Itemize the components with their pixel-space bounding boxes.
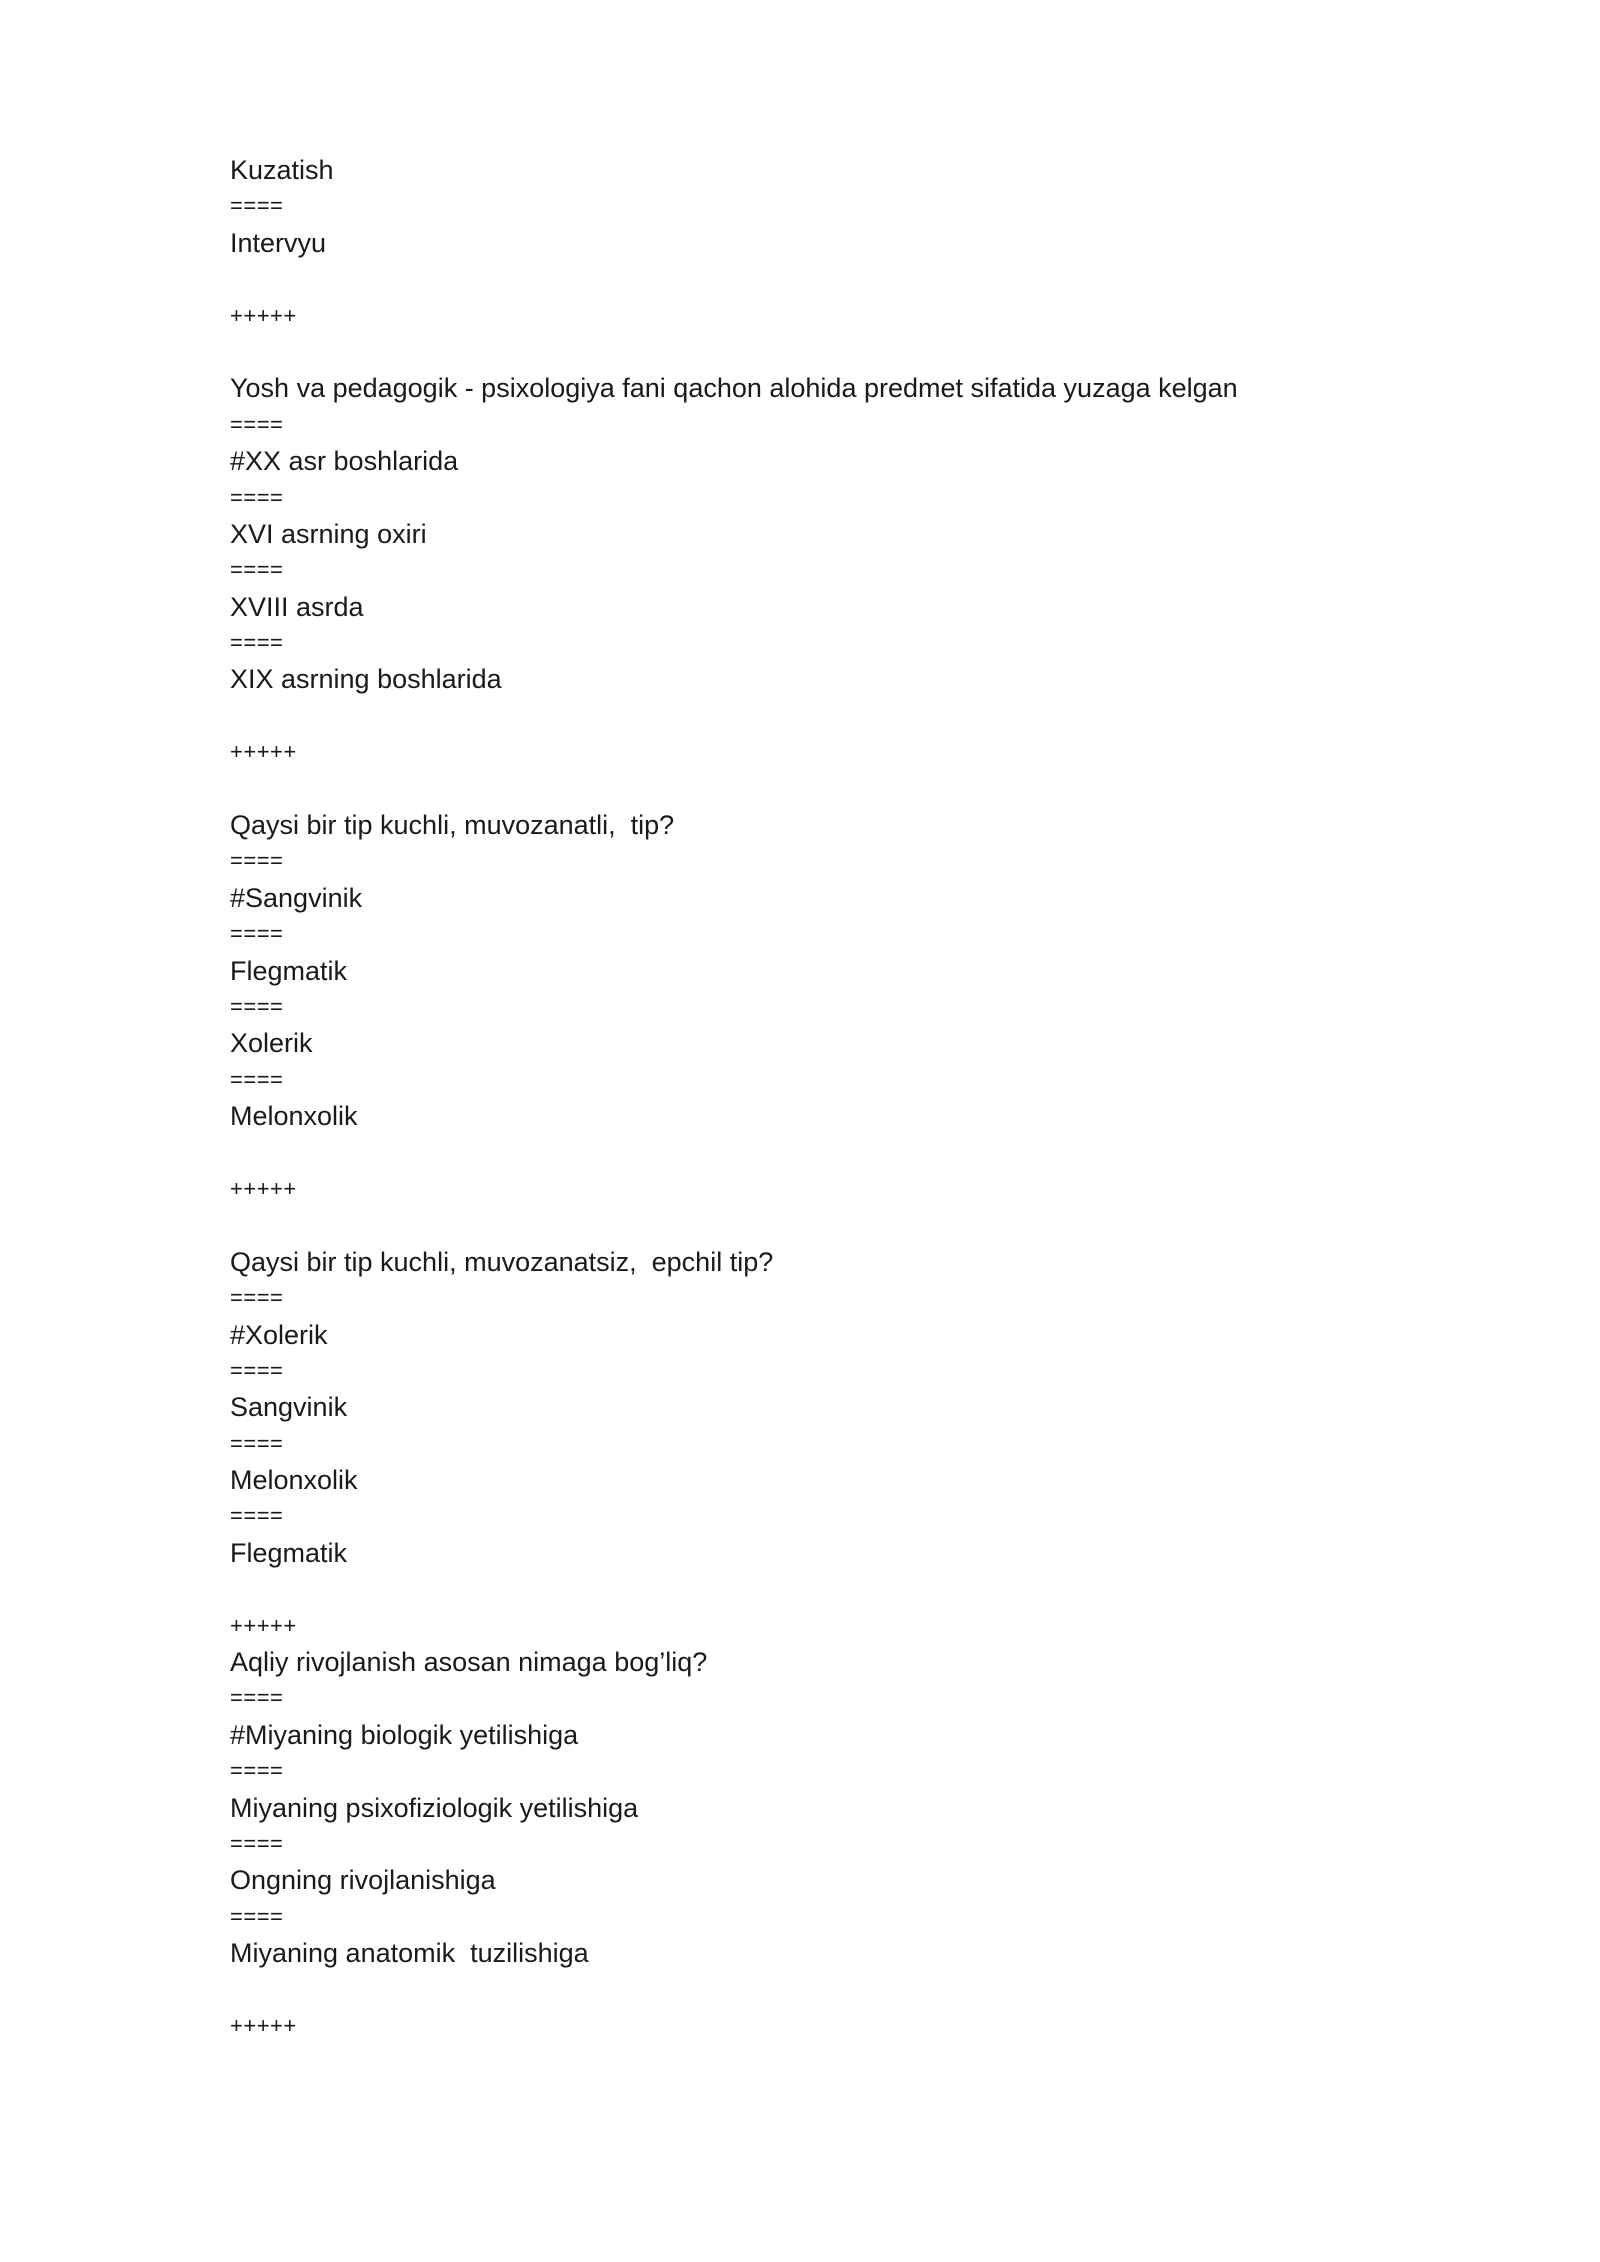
- option-separator: ====: [230, 921, 284, 947]
- text-line: XIX asrning boshlarida: [230, 664, 502, 695]
- text-line: Kuzatish: [230, 155, 334, 185]
- text-line: #Sangvinik: [230, 882, 363, 913]
- option-separator: ====: [230, 411, 284, 437]
- text-line: Miyaning psixofiziologik yetilishiga: [230, 1792, 639, 1823]
- text-line: Qaysi bir tip kuchli, muvozanatli, tip?: [230, 810, 675, 841]
- text-line: Flegmatik: [230, 1537, 348, 1568]
- text-line: Intervyu: [230, 227, 327, 258]
- option-separator: ====: [230, 1066, 284, 1092]
- question-separator: +++++: [230, 1175, 297, 1201]
- blank-line: [230, 261, 1430, 297]
- text-line: #Miyaning biologik yetilishiga: [230, 1719, 579, 1750]
- question-separator: +++++: [230, 2012, 297, 2038]
- text-line: XVI asrning oxiri: [230, 518, 427, 549]
- text-line: Yosh va pedagogik - psixologiya fani qachon alohida predmet sifatida yuzaga kelgan: [230, 373, 1238, 404]
- option-separator: ====: [230, 1503, 284, 1529]
- blank-line: [230, 1571, 1430, 1607]
- question-separator: +++++: [230, 302, 297, 328]
- option-separator: ====: [230, 1758, 284, 1784]
- text-line: #Xolerik: [230, 1319, 328, 1350]
- text-line: Xolerik: [230, 1028, 313, 1059]
- option-separator: ====: [230, 630, 284, 656]
- text-line: Aqliy rivojlanish asosan nimaga bog’liq?: [230, 1647, 708, 1678]
- option-separator: ====: [230, 1357, 284, 1383]
- option-separator: ====: [230, 993, 284, 1019]
- text-line: Qaysi bir tip kuchli, muvozanatsiz, epchil tip?: [230, 1246, 774, 1277]
- text-line: Melonxolik: [230, 1465, 358, 1496]
- option-separator: ====: [230, 484, 284, 510]
- option-separator: ====: [230, 848, 284, 874]
- blank-line: [230, 1972, 1430, 2008]
- option-separator: ====: [230, 1430, 284, 1456]
- text-line: XVIII asrda: [230, 591, 364, 622]
- text-line: Melonxolik: [230, 1101, 358, 1132]
- question-separator: +++++: [230, 739, 297, 765]
- blank-line: [230, 698, 1430, 734]
- option-separator: ====: [230, 193, 284, 219]
- blank-line: [230, 1135, 1430, 1171]
- text-line: Ongning rivojlanishiga: [230, 1865, 496, 1896]
- blank-line: [230, 771, 1430, 807]
- document-body: [230, 152, 1430, 2044]
- text-line: Miyaning anatomik tuzilishiga: [230, 1938, 589, 1969]
- blank-line: [230, 1207, 1430, 1243]
- blank-line: [230, 334, 1430, 370]
- text-line: Sangvinik: [230, 1392, 348, 1423]
- option-separator: ====: [230, 557, 284, 583]
- question-separator: +++++: [230, 1612, 297, 1638]
- text-line: Flegmatik: [230, 955, 348, 986]
- text-line: #XX asr boshlarida: [230, 446, 459, 477]
- option-separator: ====: [230, 1903, 284, 1929]
- option-separator: ====: [230, 1830, 284, 1856]
- option-separator: ====: [230, 1685, 284, 1711]
- option-separator: ====: [230, 1285, 284, 1311]
